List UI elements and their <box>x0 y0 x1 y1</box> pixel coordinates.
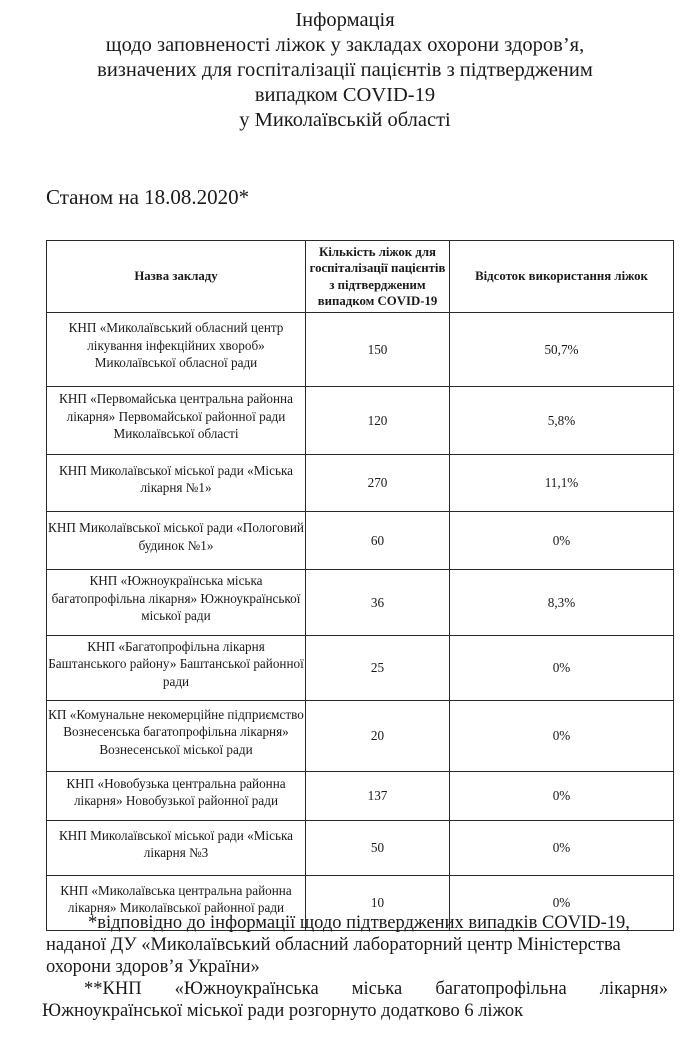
usage-percent-cell: 0% <box>450 635 674 701</box>
title-line: у Миколаївській області <box>239 109 451 131</box>
usage-percent-cell: 11,1% <box>450 455 674 512</box>
bed-count-cell: 270 <box>306 455 450 512</box>
usage-percent-cell: 0% <box>450 876 674 931</box>
usage-percent-cell: 50,7% <box>450 313 674 387</box>
header-bed-count: Кількість ліжок для госпіталізації пацієнтів з підтвердженим випадком COVID-19 <box>306 241 450 313</box>
facility-name-cell: КНП Миколаївської міської ради «Пологовий будинок №1» <box>47 512 306 570</box>
facility-name-cell: КНП «Миколаївська центральна районна лікарня» Миколаївської районної ради <box>47 876 306 931</box>
beds-table <box>46 240 674 931</box>
facility-name-cell: КНП Миколаївської міської ради «Міська лікарня №3 <box>47 821 306 876</box>
title-line: випадком COVID-19 <box>254 84 436 106</box>
footnote-1: *відповідно до інформації щодо підтверджених випадків COVID-19, наданої ДУ «Миколаївський обласний лабораторний центр Міністерства охорони здоров’я України» <box>46 913 630 977</box>
table-row <box>47 821 674 876</box>
bed-count-cell: 137 <box>306 772 450 821</box>
bed-count-cell: 10 <box>306 876 450 931</box>
table-row <box>47 772 674 821</box>
usage-percent-cell: 0% <box>450 821 674 876</box>
table-row <box>47 512 674 570</box>
facility-name-cell: КНП «Первомайська центральна районна лікарня» Первомайської районної ради Миколаївської області <box>47 387 306 455</box>
facility-name-cell: КНП Миколаївської міської ради «Міська лікарня №1» <box>47 455 306 512</box>
bed-count-cell: 20 <box>306 701 450 772</box>
document-title <box>0 8 690 133</box>
usage-percent-cell: 0% <box>450 772 674 821</box>
footnotes <box>42 912 668 1022</box>
table-row <box>47 455 674 512</box>
facility-name-cell: КНП «Новобузька центральна районна лікарня» Новобузької районної ради <box>47 772 306 821</box>
title-line: визначених для госпіталізації пацієнтів з підтвердженим <box>97 59 593 81</box>
date-line: Станом на 18.08.2020* <box>46 185 250 209</box>
facility-name-cell: КП «Комунальне некомерційне підприємство Вознесенська багатопрофільна лікарня» Вознесенської міської ради <box>47 701 306 772</box>
table-row <box>47 635 674 701</box>
title-line: Інформація <box>295 9 395 31</box>
bed-count-cell: 60 <box>306 512 450 570</box>
bed-count-cell: 36 <box>306 570 450 636</box>
bed-count-cell: 50 <box>306 821 450 876</box>
header-facility-name: Назва закладу <box>47 241 306 313</box>
table-row <box>47 313 674 387</box>
facility-name-cell: КНП «Багатопрофільна лікарня Баштанського району» Баштанської районної ради <box>47 635 306 701</box>
usage-percent-cell: 8,3% <box>450 570 674 636</box>
table-row <box>47 387 674 455</box>
footnote-2: **КНП «Южноукраїнська міська багатопрофільна лікарня» Южноукраїнської міської ради розгорнуто додатково 6 ліжок <box>42 979 668 1021</box>
facility-name-cell: КНП «Южноукраїнська міська багатопрофільна лікарня» Южноукраїнської міської ради <box>47 570 306 636</box>
table-header-row <box>47 241 674 313</box>
title-line: щодо заповненості ліжок у закладах охорони здоров’я, <box>105 34 585 56</box>
bed-count-cell: 120 <box>306 387 450 455</box>
facility-name-cell: КНП «Миколаївський обласний центр лікування інфекційних хвороб» Миколаївської обласної ради <box>47 313 306 387</box>
bed-count-cell: 150 <box>306 313 450 387</box>
table-row <box>47 701 674 772</box>
header-usage-percent: Відсоток використання ліжок <box>450 241 674 313</box>
usage-percent-cell: 0% <box>450 512 674 570</box>
table-row <box>47 570 674 636</box>
usage-percent-cell: 5,8% <box>450 387 674 455</box>
usage-percent-cell: 0% <box>450 701 674 772</box>
bed-count-cell: 25 <box>306 635 450 701</box>
